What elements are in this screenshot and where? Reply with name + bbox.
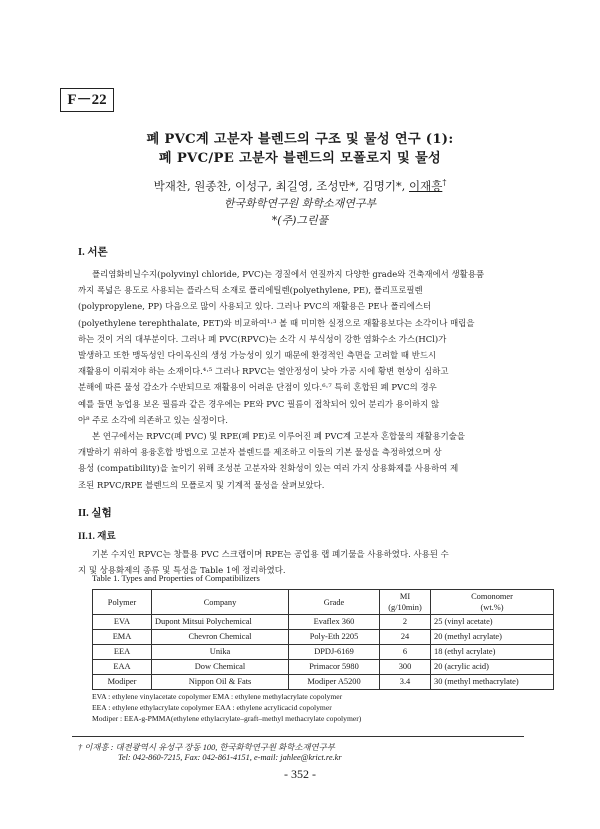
cell-polymer: EEA xyxy=(93,645,152,660)
text-line: 개발하기 위하여 용융혼합 방법으로 고분자 블렌드를 제조하고 이들의 기본 물성을 측정하였으며 상 xyxy=(78,447,442,458)
table-row xyxy=(93,630,554,645)
subsection-heading-materials: II.1. 재료 xyxy=(78,532,116,542)
text-line: 예를 들면 농업용 보온 필름과 같은 경우에는 PE와 PVC 필름이 접착되어 있어 분리가 용이하지 않 xyxy=(78,398,440,409)
cell-grade: Poly-Eth 2205 xyxy=(289,630,380,645)
intro-paragraph-2 xyxy=(78,428,524,493)
author-list xyxy=(40,178,560,194)
header-mi-line1: MI xyxy=(399,592,411,601)
header-comonomer xyxy=(431,590,554,615)
title-line-1: 폐 PVC계 고분자 블렌드의 구조 및 물성 연구 (1): xyxy=(146,132,454,147)
cell-mi: 2 xyxy=(380,615,431,630)
text-line: 용성 (compatibility)을 높이기 위해 조성분 고분자와 친화성이 있는 여러 가지 상용화제를 사용하여 제 xyxy=(78,463,459,474)
title-line-2: 폐 PVC/PE 고분자 블렌드의 모폴로지 및 물성 xyxy=(158,151,442,166)
compatibilizer-table xyxy=(92,589,554,690)
abbreviation-line-3: Modiper : EEA-g-PMMA(ethylene ethylacrylate–graft–methyl methacrylate copolymer) xyxy=(92,714,362,723)
intro-paragraph-1 xyxy=(78,266,524,428)
author-names: 박재찬, 원종찬, 이성구, 최길영, 조성만*, 김명기*, xyxy=(153,179,409,193)
cell-mi: 6 xyxy=(380,645,431,660)
cell-company: Nippon Oil & Fats xyxy=(152,675,289,690)
cell-company: Unika xyxy=(152,645,289,660)
cell-grade: DPDJ-6169 xyxy=(289,645,380,660)
abbreviation-line-1: EVA : ethylene vinylacetate copolymer EMA : ethylene methylacrylate copolymer xyxy=(92,692,343,701)
cell-comonomer: 20 (acrylic acid) xyxy=(431,660,554,675)
corresponding-author: 이재흥 xyxy=(409,179,443,193)
cell-grade: Evaflex 360 xyxy=(289,615,380,630)
page-number: - 352 - xyxy=(284,767,316,781)
text-line: 폴리염화비닐수지(polyvinyl chloride, PVC)는 경질에서 연질까지 다양한 grade와 건축재에서 생활용품 xyxy=(92,269,485,279)
affiliation-line-1: 한국화학연구원 화학소재연구부 xyxy=(223,197,377,210)
section-heading-intro: I. 서론 xyxy=(78,247,108,258)
table-row xyxy=(93,615,554,630)
footnote-divider xyxy=(72,736,524,737)
cell-mi: 3.4 xyxy=(380,675,431,690)
cell-comonomer: 30 (methyl methacrylate) xyxy=(431,675,554,690)
text-line: 지 및 상용화제의 종류 및 특성을 Table 1에 정리하였다. xyxy=(78,565,286,576)
cell-mi: 300 xyxy=(380,660,431,675)
text-line: (polyethylene terephthalate, PET)와 비교하여¹·³ 볼 때 미미한 실정으로 재활용보다는 소각이나 매립을 xyxy=(78,317,475,328)
table-header-row xyxy=(93,590,554,615)
text-line: 조된 RPVC/RPE 블렌드의 모폴로지 및 기계적 물성을 살펴보았다. xyxy=(78,479,325,490)
text-line: 분해에 따른 물성 감소가 수반되므로 재활용이 어려운 단점이 있다.⁶·⁷ 특히 혼합된 폐 PVC의 경우 xyxy=(78,382,437,393)
cell-polymer: EAA xyxy=(93,660,152,675)
header-mi-line2: (g/10min) xyxy=(388,603,422,612)
header-mi xyxy=(380,590,431,615)
table-row xyxy=(93,675,554,690)
header-comonomer-line2: (wt.%) xyxy=(480,603,504,612)
table-row xyxy=(93,645,554,660)
footnote-contact: Tel: 042-860-7215, Fax: 042-861-4151, e-mail: jahlee@krict.re.kr xyxy=(118,753,342,762)
affiliation-line-2: *(주)그린풀 xyxy=(271,214,329,227)
header-comonomer-line1: Comonomer xyxy=(471,592,513,601)
text-line: 까지 폭넓은 용도로 사용되는 플라스틱 소재로 폴리에틸렌(polyethylene, PE), 폴리프로필렌 xyxy=(78,285,423,296)
text-line: 기본 수지인 RPVC는 창틀용 PVC 스크랩이며 RPE는 공업용 랩 폐기물을 사용하였다. 사용된 수 xyxy=(92,549,449,559)
footnote-address: † 이재흥 : 대전광역시 유성구 장동 100, 한국화학연구원 화학소재연구부 xyxy=(78,743,335,752)
text-line: 아⁸ 주로 소각에 의존하고 있는 실정이다. xyxy=(78,414,228,425)
text-line: 하는 것이 거의 대부분이다. 그러나 폐 PVC(RPVC)는 소각 시 부식성이 강한 염화수소 가스(HCl)가 xyxy=(78,333,447,344)
cell-grade: Modiper A5200 xyxy=(289,675,380,690)
text-line: 재활용이 이뤄져야 하는 소재이다.⁴·⁵ 그러나 RPVC는 열안정성이 낮아 가공 시에 황변 현상이 심하고 xyxy=(78,366,449,377)
dagger-mark: † xyxy=(442,178,447,188)
cell-polymer: EVA xyxy=(93,615,152,630)
header-company: Company xyxy=(152,590,289,615)
cell-mi: 24 xyxy=(380,630,431,645)
cell-polymer: EMA xyxy=(93,630,152,645)
table-row xyxy=(93,660,554,675)
header-grade: Grade xyxy=(289,590,380,615)
abbreviation-line-2: EEA : ethylene ethylacrylate copolymer EAA : ethylene acrylicacid copolymer xyxy=(92,703,332,712)
cell-comonomer: 25 (vinyl acetate) xyxy=(431,615,554,630)
text-line: 본 연구에서는 RPVC(폐 PVC) 및 RPE(폐 PE)로 이루어진 폐 PVC계 고분자 혼합물의 재활용기술을 xyxy=(92,431,466,441)
cell-polymer: Modiper xyxy=(93,675,152,690)
table-caption: Table 1. Types and Properties of Compatibilizers xyxy=(92,573,260,583)
text-line: (polypropylene, PP) 다음으로 많이 사용되고 있다. 그러나 PVC의 재활용은 PE나 폴리에스터 xyxy=(78,301,432,312)
cell-comonomer: 18 (ethyl acrylate) xyxy=(431,645,554,660)
cell-company: Chevron Chemical xyxy=(152,630,289,645)
cell-company: Dupont Mitsui Polychemical xyxy=(152,615,289,630)
cell-grade: Primacor 5980 xyxy=(289,660,380,675)
cell-company: Dow Chemical xyxy=(152,660,289,675)
text-line: 발생하고 또한 맹독성인 다이옥신의 생성 가능성이 있기 때문에 환경적인 측면을 고려할 때 반드시 xyxy=(78,350,437,361)
header-polymer: Polymer xyxy=(93,590,152,615)
session-code-box: F－22 xyxy=(60,88,114,112)
cell-comonomer: 20 (methyl acrylate) xyxy=(431,630,554,645)
section-heading-experimental: II. 실험 xyxy=(78,508,112,519)
